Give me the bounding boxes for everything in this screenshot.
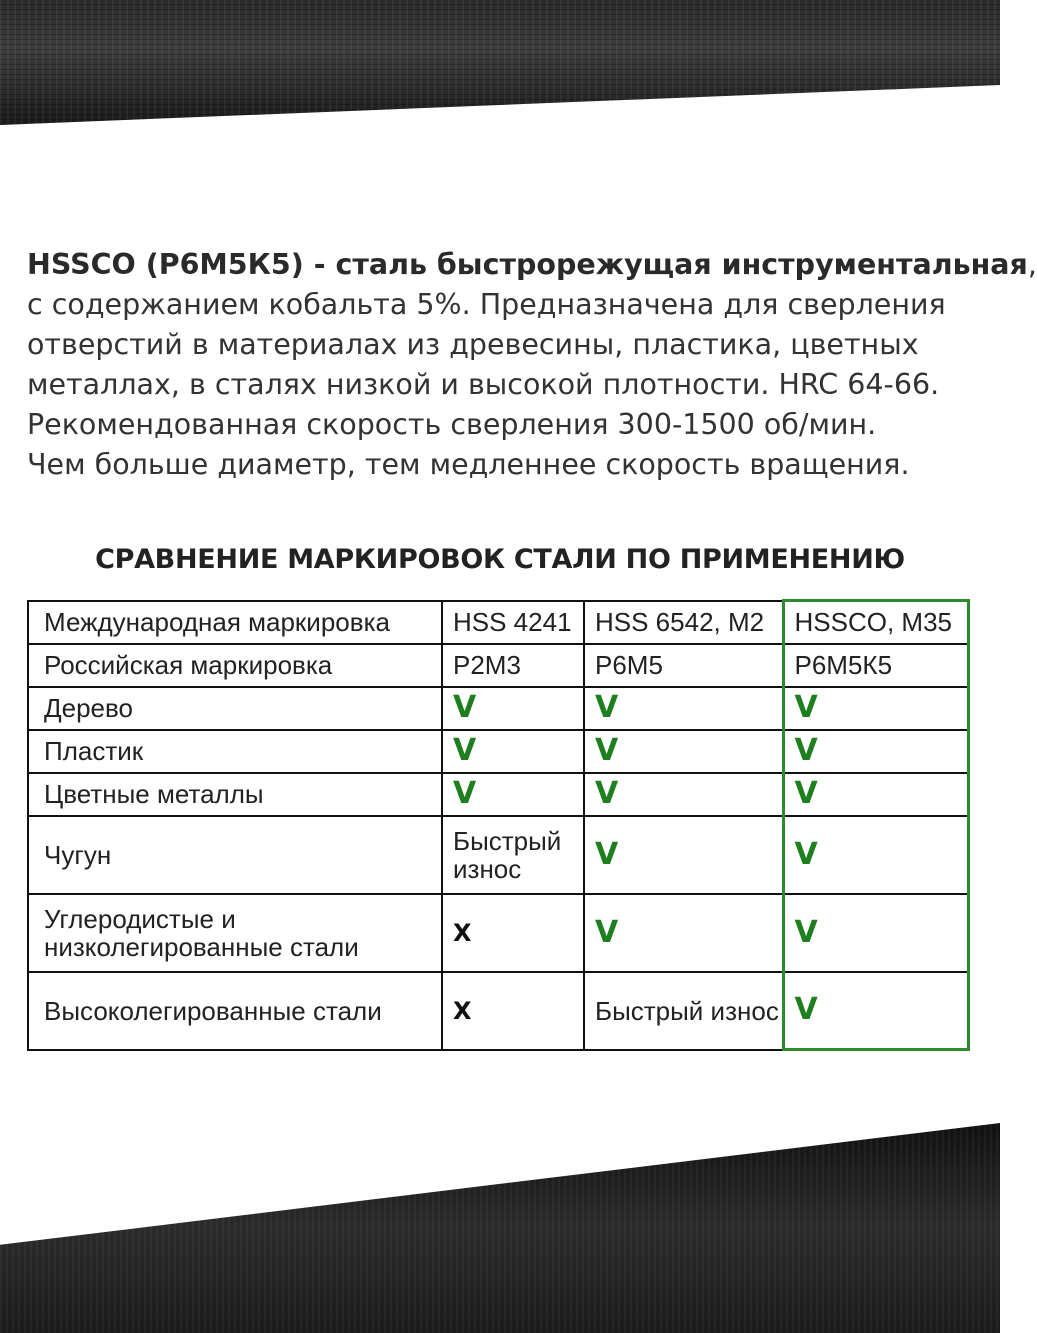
table-row — [28, 816, 968, 894]
check-mark: V — [595, 776, 619, 811]
table-cell — [584, 894, 783, 972]
table-cell — [584, 730, 783, 773]
table-row — [28, 894, 968, 972]
row-label: Чугун — [28, 816, 442, 894]
cell-value: HSS 6542, M2 — [595, 607, 765, 637]
table-cell — [442, 972, 584, 1050]
check-mark: V — [595, 733, 619, 768]
table-cell — [442, 730, 584, 773]
table-row — [28, 773, 968, 816]
highlighted-cell — [783, 972, 968, 1050]
cell-value: Р2М3 — [453, 650, 521, 680]
table-cell — [442, 644, 584, 687]
check-mark: V — [453, 733, 477, 768]
description-line: Рекомендованная скорость сверления 300-1500 об/мин. — [27, 408, 877, 441]
steel-comparison-table — [27, 599, 970, 1051]
row-label: Российская маркировка — [28, 644, 442, 687]
row-label: Высоколегированные стали — [28, 972, 442, 1050]
cell-value: Р6М5 — [595, 650, 663, 680]
cross-mark: X — [453, 919, 472, 947]
bottom-dark-wood-band — [0, 1123, 1000, 1333]
highlighted-cell — [783, 894, 968, 972]
table-row — [28, 730, 968, 773]
table-cell — [584, 601, 783, 644]
check-mark: V — [794, 776, 818, 811]
cell-value: HSS 4241 — [453, 607, 572, 637]
row-label: Цветные металлы — [28, 773, 442, 816]
highlighted-cell — [783, 730, 968, 773]
cell-value: HSSCO, M35 — [794, 607, 952, 638]
table-cell — [442, 894, 584, 972]
fast-wear-note: Быстрый износ — [453, 825, 562, 884]
top-dark-wood-band — [0, 0, 1000, 125]
check-mark: V — [794, 992, 818, 1028]
description-line: Чем больше диаметр, тем медленнее скорость вращения. — [27, 448, 910, 481]
table-cell — [442, 601, 584, 644]
check-mark: V — [453, 690, 477, 725]
description-line: отверстий в материалах из древесины, пластика, цветных — [27, 328, 919, 361]
check-mark: V — [794, 836, 818, 872]
row-label: Международная маркировка — [28, 601, 442, 644]
table-cell — [584, 644, 783, 687]
table-cell — [584, 972, 783, 1050]
table-cell — [442, 687, 584, 730]
highlighted-cell — [783, 601, 968, 644]
check-mark: V — [595, 836, 619, 872]
highlighted-cell — [783, 687, 968, 730]
table-cell — [584, 816, 783, 894]
highlighted-cell — [783, 644, 968, 687]
row-label: Дерево — [28, 687, 442, 730]
check-mark: V — [794, 914, 818, 950]
row-label: Пластик — [28, 730, 442, 773]
cell-value: Р6М5К5 — [794, 650, 893, 680]
highlighted-cell — [783, 816, 968, 894]
comparison-title: СРАВНЕНИЕ МАРКИРОВОК СТАЛИ ПО ПРИМЕНЕНИЮ — [95, 544, 905, 575]
fast-wear-note: Быстрый износ — [595, 995, 779, 1026]
description-lead-line — [27, 245, 1037, 285]
table-row — [28, 972, 968, 1050]
check-mark: V — [595, 914, 619, 950]
description-lead-bold: HSSCO (Р6М5К5) - сталь быстрорежущая инструментальная — [27, 248, 1028, 281]
table-cell — [442, 773, 584, 816]
description-line: металлах, в сталях низкой и высокой плотности. HRC 64-66. — [27, 368, 940, 401]
table-cell — [584, 687, 783, 730]
cross-mark: X — [453, 997, 472, 1025]
table-cell — [442, 816, 584, 894]
highlighted-cell — [783, 773, 968, 816]
table-row — [28, 687, 968, 730]
steel-description — [27, 245, 1037, 485]
description-line: с содержанием кобальта 5%. Предназначена для сверления — [27, 288, 946, 321]
row-label: Углеродистые и низколегированные стали — [28, 894, 442, 972]
check-mark: V — [595, 690, 619, 725]
check-mark: V — [794, 690, 818, 725]
table-cell — [584, 773, 783, 816]
check-mark: V — [453, 776, 477, 811]
table-row — [28, 601, 968, 644]
description-lead-rest: , — [1027, 248, 1037, 281]
check-mark: V — [794, 733, 818, 768]
table-row — [28, 644, 968, 687]
